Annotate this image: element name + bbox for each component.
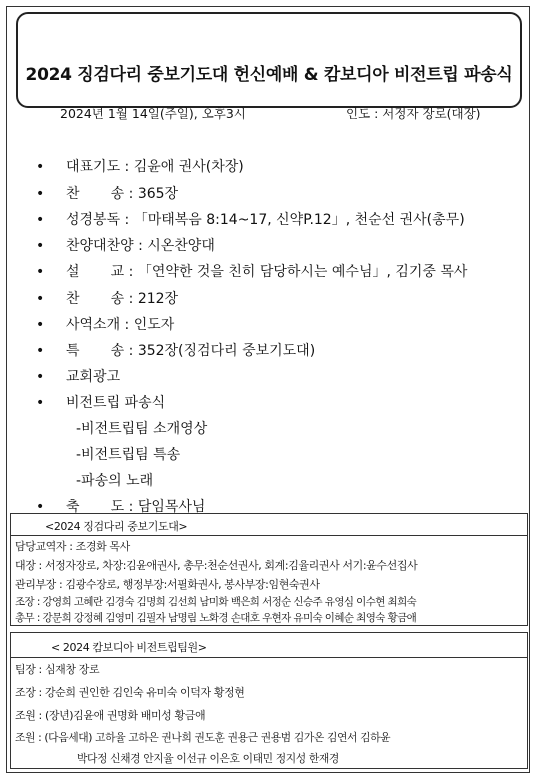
- bullet-icon: •: [36, 317, 45, 333]
- service-date: 2024년 1월 14일(주일), 오후3시: [60, 106, 246, 121]
- order-item-text: 축 도 : 담임목사님: [66, 499, 206, 515]
- order-item-text: 찬 송 : 212장: [66, 291, 179, 307]
- order-item: [36, 156, 244, 176]
- box-header: <2024 징검다리 중보기도대>: [45, 520, 188, 533]
- order-item-text: 특 송 : 352장(징검다리 중보기도대): [66, 343, 316, 359]
- box-line: 총무 : 강문희 강정혜 김영미 김필자 남명림 노화경 손대호 우현자 유미숙 이혜순 최영숙 황금애: [15, 612, 417, 624]
- box-line: 관리부장 : 김광수장로, 행정부장:서필화권사, 봉사부장:임현숙권사: [15, 578, 320, 591]
- box-line: 조장 : 강순희 권인한 김인숙 유미숙 이덕자 황정현: [15, 686, 245, 699]
- box-line: 조원 : (다음세대) 고하율 고하은 권나희 권도훈 권용근 권용범 김가온 김연서 김하윤: [15, 731, 391, 744]
- box-line: 조장 : 강영희 고혜란 김경숙 김명희 김선희 남미화 백은희 서정순 신승주 유영심 이수현 최희숙: [15, 596, 417, 608]
- order-item-text: 교회광고: [66, 369, 121, 385]
- order-item: [36, 340, 315, 360]
- order-item: [36, 209, 465, 229]
- order-item-text: 사역소개 : 인도자: [66, 317, 175, 333]
- order-item-text: 성경봉독 : 「마태복음 8:14~17, 신약P.12」, 천순선 권사(총무): [66, 212, 465, 228]
- vision-trip-team-box: [10, 632, 528, 769]
- bullet-icon: •: [36, 395, 45, 411]
- bullet-icon: •: [36, 369, 45, 385]
- order-item: [36, 314, 174, 334]
- bullet-icon: •: [36, 343, 45, 359]
- bullet-icon: •: [36, 499, 45, 515]
- sub-item: -파송의 노래: [76, 473, 154, 489]
- order-item-text: 찬양대찬양 : 시온찬양대: [66, 238, 215, 254]
- order-item: [36, 288, 178, 308]
- order-item: [36, 392, 165, 412]
- page-title: 2024 징검다리 중보기도대 헌신예배 & 캄보디아 비전트립 파송식: [25, 65, 513, 85]
- order-item: [36, 366, 120, 386]
- box-line: 박다정 신채경 안지율 이선규 이은호 이태민 정지성 한재경: [77, 752, 339, 765]
- bullet-icon: •: [36, 291, 45, 307]
- order-item-text: 찬 송 : 365장: [66, 186, 179, 202]
- box-line: 팀장 : 심재창 장로: [15, 663, 100, 676]
- bullet-icon: •: [36, 264, 45, 280]
- order-item: [36, 235, 215, 255]
- box-header: < 2024 캄보디아 비전트립팀원>: [51, 641, 207, 654]
- order-item-text: 비전트립 파송식: [66, 395, 166, 411]
- order-item: [36, 261, 467, 281]
- box-line: 대장 : 서정자장로, 차장:김윤애권사, 총무:천순선권사, 회계:김율리권사 서기:윤수선집사: [15, 559, 418, 572]
- bullet-icon: •: [36, 238, 45, 254]
- order-item-text: 설 교 : 「연약한 것을 친히 담당하시는 예수님」, 김기중 목사: [66, 264, 468, 280]
- sub-item: -비전트립팀 특송: [76, 447, 181, 463]
- order-item-text: 대표기도 : 김윤애 권사(차장): [66, 159, 244, 175]
- service-leader: 인도 : 서정자 장로(대장): [346, 106, 481, 121]
- box-line: 조원 : (장년)김윤애 권명화 배미성 황금애: [15, 709, 206, 722]
- divider: [11, 535, 527, 536]
- order-item: [36, 183, 178, 203]
- bullet-icon: •: [36, 159, 45, 175]
- bullet-icon: •: [36, 212, 45, 228]
- divider: [11, 657, 527, 658]
- sub-item: -비전트립팀 소개영상: [76, 421, 208, 437]
- box-line: 담당교역자 : 조경화 목사: [15, 540, 130, 553]
- bullet-icon: •: [36, 186, 45, 202]
- intercession-team-box: [10, 513, 528, 626]
